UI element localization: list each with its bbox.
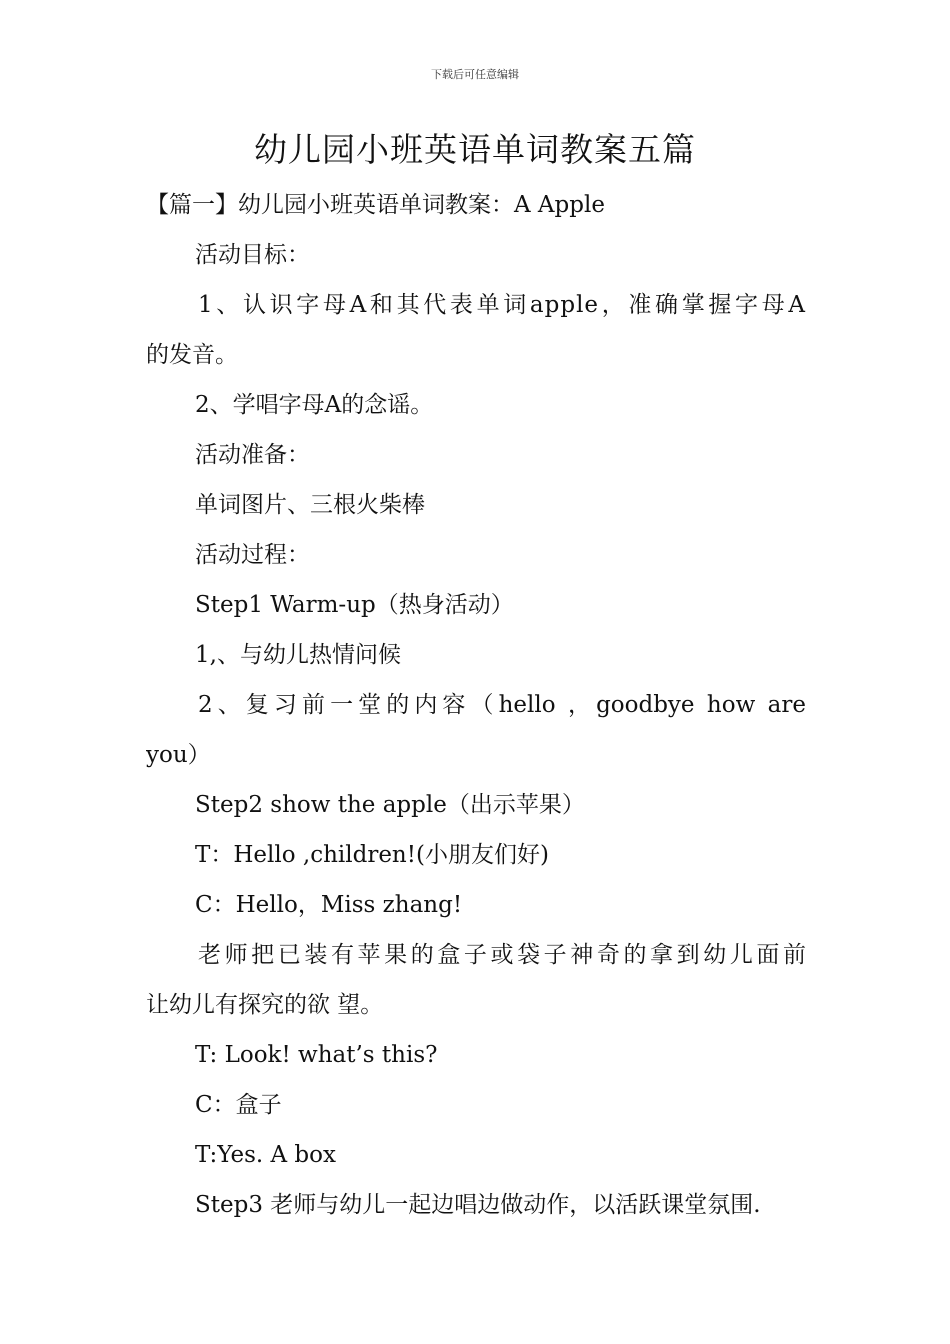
paragraph-line: 2、学唱字母A的念谣。 [195, 392, 434, 418]
paragraph-line: 2、复习前一堂的内容（hello ，goodbye how are [198, 692, 806, 718]
section-heading: 【篇一】幼儿园小班英语单词教案：A Apple [146, 192, 605, 218]
header-note: 下载后可任意编辑 [431, 68, 519, 81]
paragraph-line: 活动目标： [195, 242, 310, 268]
paragraph-line: Step2 show the apple（出示苹果） [195, 792, 585, 818]
paragraph-line: 活动过程： [195, 542, 310, 568]
paragraph-line: 活动准备： [195, 442, 310, 468]
paragraph-line: 单词图片、三根火柴棒 [195, 492, 425, 518]
document-title: 幼儿园小班英语单词教案五篇 [254, 130, 696, 169]
paragraph-line: C：盒子 [195, 1092, 282, 1118]
document-body [146, 180, 806, 1230]
paragraph-line: 老师把已装有苹果的盒子或袋子神奇的拿到幼儿面前 [198, 942, 806, 968]
paragraph-line: T:Yes. A box [195, 1142, 336, 1168]
paragraph-line: you） [146, 742, 211, 768]
paragraph-line: T：Hello ,children!(小朋友们好) [195, 842, 549, 868]
paragraph-line: 1,、与幼儿热情问候 [195, 642, 401, 668]
paragraph-line: 让幼儿有探究的欲 望。 [146, 992, 384, 1018]
paragraph-line: C：Hello，Miss zhang! [195, 892, 463, 918]
paragraph-line: Step1 Warm-up（热身活动） [195, 592, 514, 618]
paragraph-line: 1、认识字母A和其代表单词apple，准确掌握字母A [198, 292, 806, 318]
paragraph-line: T: Look! what’s this? [195, 1042, 438, 1068]
paragraph-line: Step3 老师与幼儿一起边唱边做动作，以活跃课堂氛围. [195, 1192, 761, 1218]
paragraph-line: 的发音。 [146, 342, 238, 368]
